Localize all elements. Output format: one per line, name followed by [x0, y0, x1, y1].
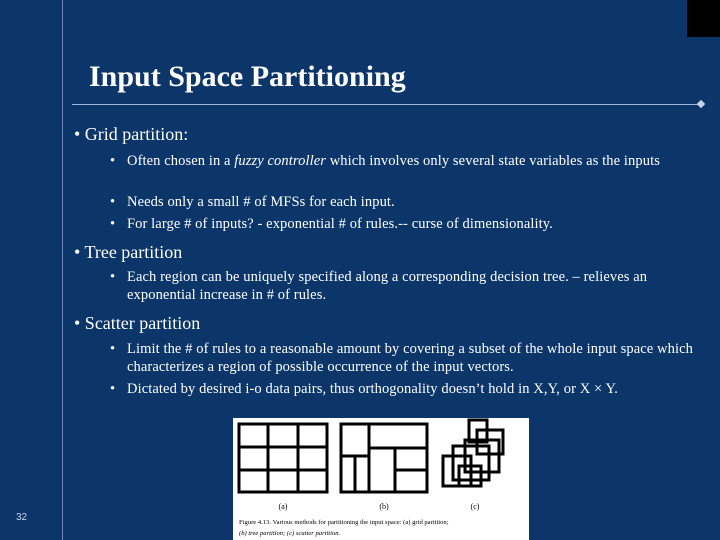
grid-partition-diagram [239, 424, 327, 492]
bullet-text: which involves only several state variables as the inputs [325, 153, 660, 169]
bullet-marker: • [110, 194, 116, 210]
partition-diagrams [233, 418, 529, 540]
bullet-grid-1 [110, 152, 705, 170]
section-heading-tree: • Tree partition [74, 242, 183, 262]
bullet-grid-2 [110, 193, 705, 211]
slide-number: 32 [16, 512, 28, 523]
bullet-scatter-1 [110, 340, 705, 376]
bullet-text: Dictated by desired i-o data pairs, thus orthogonality doesn’t hold in X,Y, or X × Y. [127, 381, 618, 397]
bullet-text: Each region can be uniquely specified along a corresponding decision tree. – relieves an exponential increase in # of rules. [127, 269, 648, 303]
scatter-partition-diagram [443, 420, 503, 486]
figure-caption-line2: (b) tree partition; (c) scatter partition. [239, 530, 341, 537]
left-vertical-rule [62, 0, 63, 540]
bullet-marker: • [110, 381, 116, 397]
tree-partition-diagram [341, 424, 427, 492]
bullet-marker: • [110, 341, 116, 357]
title-underline [72, 104, 702, 105]
bullet-text: Often chosen in a [127, 153, 235, 169]
bullet-scatter-2 [110, 380, 705, 398]
figure-label-c: (c) [470, 502, 480, 511]
bullet-text: Needs only a small # of MFSs for each input. [127, 194, 395, 210]
partition-figure [233, 418, 529, 540]
bullet-tree-1 [110, 268, 705, 304]
bullet-grid-3 [110, 215, 705, 233]
bullet-text: For large # of inputs? - exponential # of rules.-- curse of dimensionality. [127, 216, 553, 232]
bullet-marker: • [110, 216, 116, 232]
bullet-text: Limit the # of rules to a reasonable amount by covering a subset of the whole input space which characterizes a region of possible occurrence of the input vectors. [127, 341, 693, 375]
bullet-marker: • [110, 269, 116, 285]
slide-title: Input Space Partitioning [89, 60, 406, 93]
title-underline-end [697, 100, 705, 108]
section-heading-grid: • Grid partition: [74, 124, 189, 144]
figure-caption-line1: Figure 4.13. Various methods for partitioning the input space: (a) grid partition; [239, 519, 449, 526]
figure-label-a: (a) [278, 502, 288, 511]
section-heading-scatter: • Scatter partition [74, 313, 201, 333]
figure-label-b: (b) [379, 502, 389, 511]
corner-block [687, 0, 720, 37]
bullet-emphasis: fuzzy controller [234, 153, 326, 169]
bullet-marker: • [110, 153, 116, 169]
